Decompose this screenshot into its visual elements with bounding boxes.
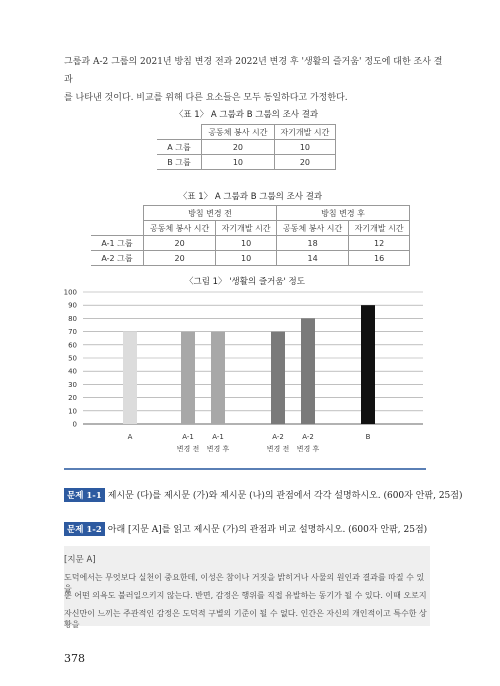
y-tick-label: 70 <box>68 328 77 337</box>
y-tick-label: 10 <box>68 407 77 416</box>
table1-row-label: B 그룹 <box>157 155 202 170</box>
table1-corner <box>157 125 202 140</box>
table2-cell: 18 <box>276 236 348 251</box>
passage-title: [지문 A] <box>64 555 96 565</box>
table2-group-header: 방침 변경 전 <box>144 206 277 221</box>
table2-subheader: 자기개발 시간 <box>216 221 277 236</box>
x-tick-label: B <box>365 433 371 441</box>
y-tick-label: 90 <box>68 301 77 310</box>
table1-header: 자기개발 시간 <box>274 125 335 140</box>
table1-cell: 20 <box>274 155 335 170</box>
table2-cell: 10 <box>216 236 277 251</box>
table2-subheader: 공동체 봉사 시간 <box>276 221 348 236</box>
question-1-2 <box>64 522 427 536</box>
table1-header: 공동체 봉사 시간 <box>202 125 275 140</box>
table2-row-label: A-2 그룹 <box>91 251 144 266</box>
y-tick-label: 0 <box>72 420 77 429</box>
passage-line: 자신만이 느끼는 주관적인 감정은 도덕적 구별의 기준이 될 수 없다. 인간은 자신의 개인적이고 특수한 상황을 <box>64 609 427 629</box>
y-tick-label: 80 <box>68 314 77 323</box>
x-tick-label: A-2 <box>272 433 284 441</box>
table-row <box>91 251 410 266</box>
bar <box>271 332 285 424</box>
x-tick-label: A-1 <box>182 433 194 441</box>
bar <box>211 332 225 424</box>
question-badge: 문제 1-1 <box>64 488 105 502</box>
section-divider <box>64 468 426 470</box>
question-1-1 <box>64 488 462 502</box>
bar <box>301 318 315 424</box>
passage-line: 뿐 어떤 의욕도 불러일으키지 않는다. 반면, 감정은 행위를 직접 유발하는 동기가 될 수 있다. 이때 오로지 <box>64 591 427 600</box>
bar <box>361 305 375 424</box>
table-row <box>91 236 410 251</box>
x-tick-sublabel: 변경 후 <box>296 445 320 453</box>
y-tick-label: 30 <box>68 380 77 389</box>
table1 <box>157 124 336 170</box>
chart-title: 〈그림 1〉 '생활의 즐거움' 정도 <box>184 277 305 287</box>
y-tick-label: 20 <box>68 394 77 403</box>
table2-caption: 〈표 1〉 A 그룹과 B 그룹의 조사 결과 <box>178 192 323 202</box>
table1-caption: 〈표 1〉 A 그룹과 B 그룹의 조사 결과 <box>174 110 319 120</box>
table2-subheader: 자기개발 시간 <box>349 221 410 236</box>
table2-cell: 20 <box>144 236 216 251</box>
table1-cell: 10 <box>202 155 275 170</box>
y-tick-label: 50 <box>68 354 77 363</box>
table2-cell: 20 <box>144 251 216 266</box>
intro-line-2: 를 나타낸 것이다. 비교를 위해 다른 요소들은 모두 동일하다고 가정한다. <box>64 93 348 103</box>
y-tick-label: 60 <box>68 341 77 350</box>
x-tick-label: A-2 <box>302 433 314 441</box>
question-badge: 문제 1-2 <box>64 522 105 536</box>
table2-row-label: A-1 그룹 <box>91 236 144 251</box>
intro-paragraph <box>64 53 444 107</box>
table-row <box>157 140 336 155</box>
table2 <box>91 205 410 266</box>
question-text: 제시문 (다)를 제시문 (가)와 제시문 (나)의 관점에서 각각 설명하시오. (600자 안팎, 25점) <box>107 491 463 501</box>
table2-cell: 16 <box>349 251 410 266</box>
passage-line: 도덕에서는 무엇보다 실천이 중요한데, 이성은 참이나 거짓을 밝히거나 사물의 원인과 결과를 따질 수 있을 <box>64 573 425 593</box>
table2-group-header: 방침 변경 후 <box>276 206 409 221</box>
table1-cell: 10 <box>274 140 335 155</box>
table2-corner <box>91 206 144 236</box>
table1-row-label: A 그룹 <box>157 140 202 155</box>
x-tick-sublabel: 변경 전 <box>176 445 200 453</box>
x-tick-label: A-1 <box>212 433 224 441</box>
question-text: 아래 [지문 A]를 읽고 제시문 (가)의 관점과 비교 설명하시오. (600자 안팎, 25점) <box>107 525 428 535</box>
bar <box>181 332 195 424</box>
table-row <box>157 155 336 170</box>
table2-cell: 14 <box>276 251 348 266</box>
bar-chart <box>55 282 435 462</box>
y-tick-label: 100 <box>63 288 77 297</box>
bar <box>123 332 137 424</box>
x-tick-label: A <box>127 433 133 441</box>
x-tick-sublabel: 변경 전 <box>266 445 290 453</box>
table2-cell: 10 <box>216 251 277 266</box>
table2-subheader: 공동체 봉사 시간 <box>144 221 216 236</box>
intro-line-1: 그룹과 A-2 그룹의 2021년 방침 변경 전과 2022년 변경 후 '생활의 즐거움' 정도에 대한 조사 결과 <box>64 57 443 85</box>
y-tick-label: 40 <box>68 367 77 376</box>
x-tick-sublabel: 변경 후 <box>206 445 230 453</box>
table1-cell: 20 <box>202 140 275 155</box>
table2-cell: 12 <box>349 236 410 251</box>
page-number: 378 <box>64 652 85 665</box>
